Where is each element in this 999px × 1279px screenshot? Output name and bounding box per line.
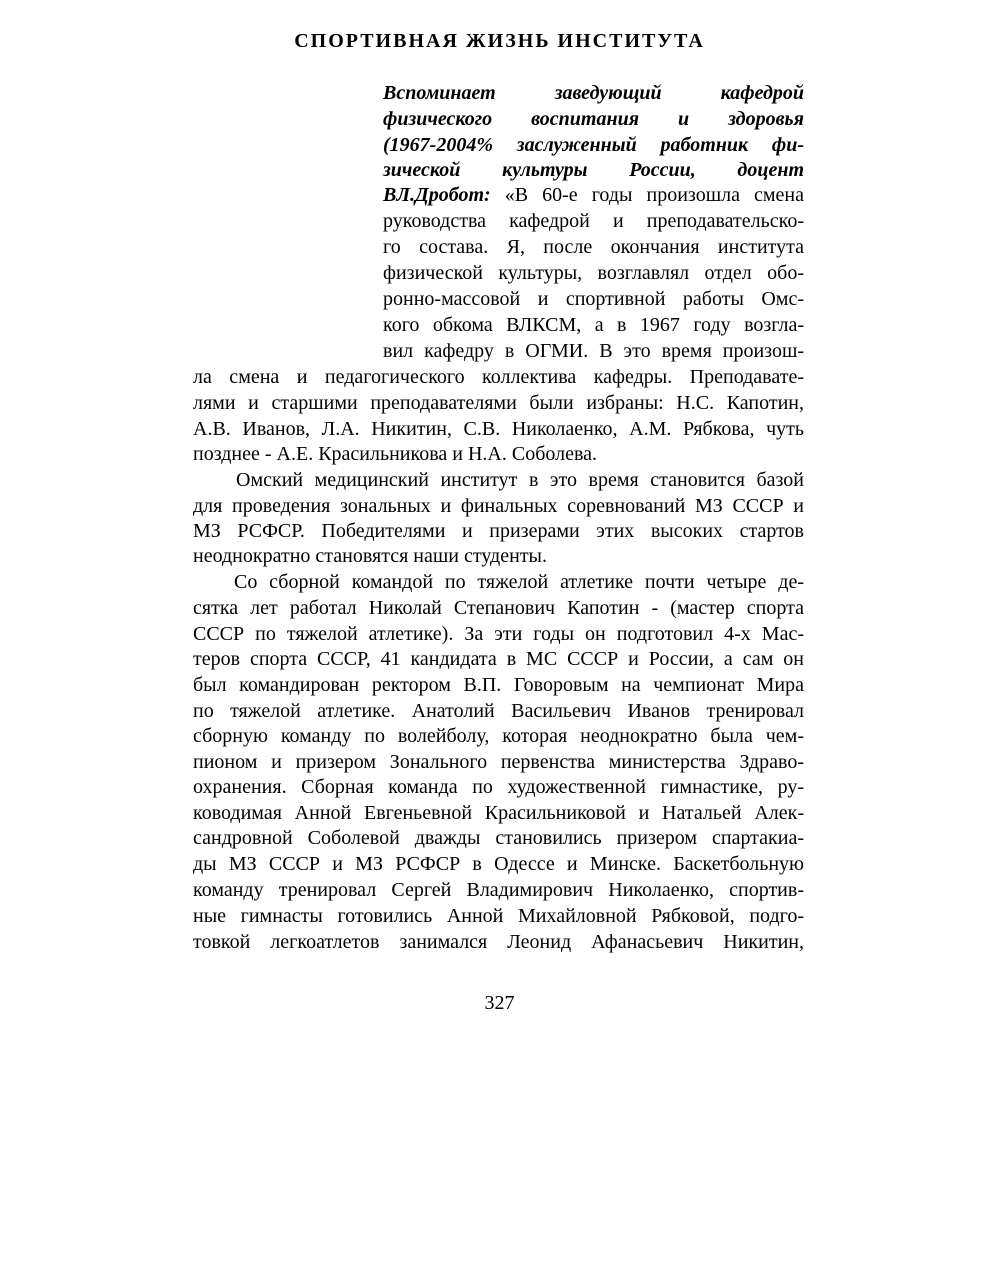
paragraph-line: Со сборной командой по тяжелой атлетике почти четыре де- — [234, 571, 804, 593]
paragraph-line: сандровной Соболевой дважды становились призером спартакиа- — [193, 827, 804, 849]
paragraph-line: А.В. Иванов, Л.А. Никитин, С.В. Николаенко, А.М. Рябкова, чуть — [193, 418, 804, 440]
paragraph-line: лями и старшими преподавателями были избраны: Н.С. Капотин, — [193, 392, 804, 414]
paragraph-line: для проведения зональных и финальных соревнований МЗ СССР и — [193, 495, 804, 517]
paragraph-line: теров спорта СССР, 41 кандидата в МС СССР и России, а сам он — [193, 648, 804, 670]
intro-line: (1967-2004% заслуженный работник фи- — [383, 134, 804, 156]
paragraph-line: ководимая Анной Евгеньевной Красильниковой и Натальей Алек- — [193, 802, 804, 824]
paragraph-line: товкой легкоатлетов занимался Леонид Афанасьевич Никитин, — [193, 931, 804, 953]
paragraph-line: команду тренировал Сергей Владимирович Николаенко, спортив- — [193, 879, 804, 901]
page-number: 327 — [484, 992, 515, 1014]
paragraph-line: ла смена и педагогического коллектива кафедры. Преподавате- — [193, 366, 804, 388]
author-name: ВЛ.Дробот: — [383, 184, 491, 206]
paragraph-line: сборную команду по волейболу, которая неоднократно была чем- — [193, 725, 804, 747]
paragraph-line: пионом и призером Зонального первенства министерства Здраво- — [193, 751, 804, 773]
intro-line: го состава. Я, после окончания института — [383, 236, 804, 258]
paragraph-line: Омский медицинский институт в это время становится базой — [236, 469, 804, 491]
paragraph-line: МЗ РСФСР. Победителями и призерами этих высоких стартов — [193, 520, 804, 542]
paragraph-line: позднее - А.Е. Красильникова и Н.А. Соболева. — [193, 443, 598, 465]
paragraph-line: неоднократно становятся наши студенты. — [193, 545, 547, 567]
intro-line: руководства кафедрой и преподавательско- — [383, 210, 804, 232]
paragraph-line: сятка лет работал Николай Степанович Капотин - (мастер спорта — [193, 597, 804, 619]
paragraph-line: СССР по тяжелой атлетике). За эти годы он подготовил 4-х Мас- — [193, 623, 804, 645]
intro-line: физической культуры, возглавлял отдел обо- — [383, 262, 804, 284]
intro-line: физического воспитания и здоровья — [383, 108, 804, 130]
paragraph-line: по тяжелой атлетике. Анатолий Васильевич Иванов тренировал — [193, 700, 804, 722]
intro-line: Вспоминает заведующий кафедрой — [383, 82, 804, 104]
paragraph-line: был командирован ректором В.П. Говоровым на чемпионат Мира — [193, 674, 804, 696]
paragraph-line: ные гимнасты готовились Анной Михайловной Рябковой, подго- — [193, 905, 804, 927]
intro-line: зической культуры России, доцент — [383, 159, 804, 181]
paragraph-line: охранения. Сборная команда по художественной гимнастике, ру- — [193, 776, 804, 798]
intro-line — [383, 182, 804, 208]
intro-line: вил кафедру в ОГМИ. В это время произош- — [383, 340, 804, 362]
quote-start: «В 60-е годы произошла смена — [490, 184, 804, 206]
page-header: СПОРТИВНАЯ ЖИЗНЬ ИНСТИТУТА — [294, 30, 705, 52]
intro-line: ронно-массовой и спортивной работы Омс- — [383, 288, 804, 310]
intro-line: кого обкома ВЛКСМ, а в 1967 году возгла- — [383, 314, 804, 336]
paragraph-line: ды МЗ СССР и МЗ РСФСР в Одессе и Минске. Баскетбольную — [193, 853, 804, 875]
